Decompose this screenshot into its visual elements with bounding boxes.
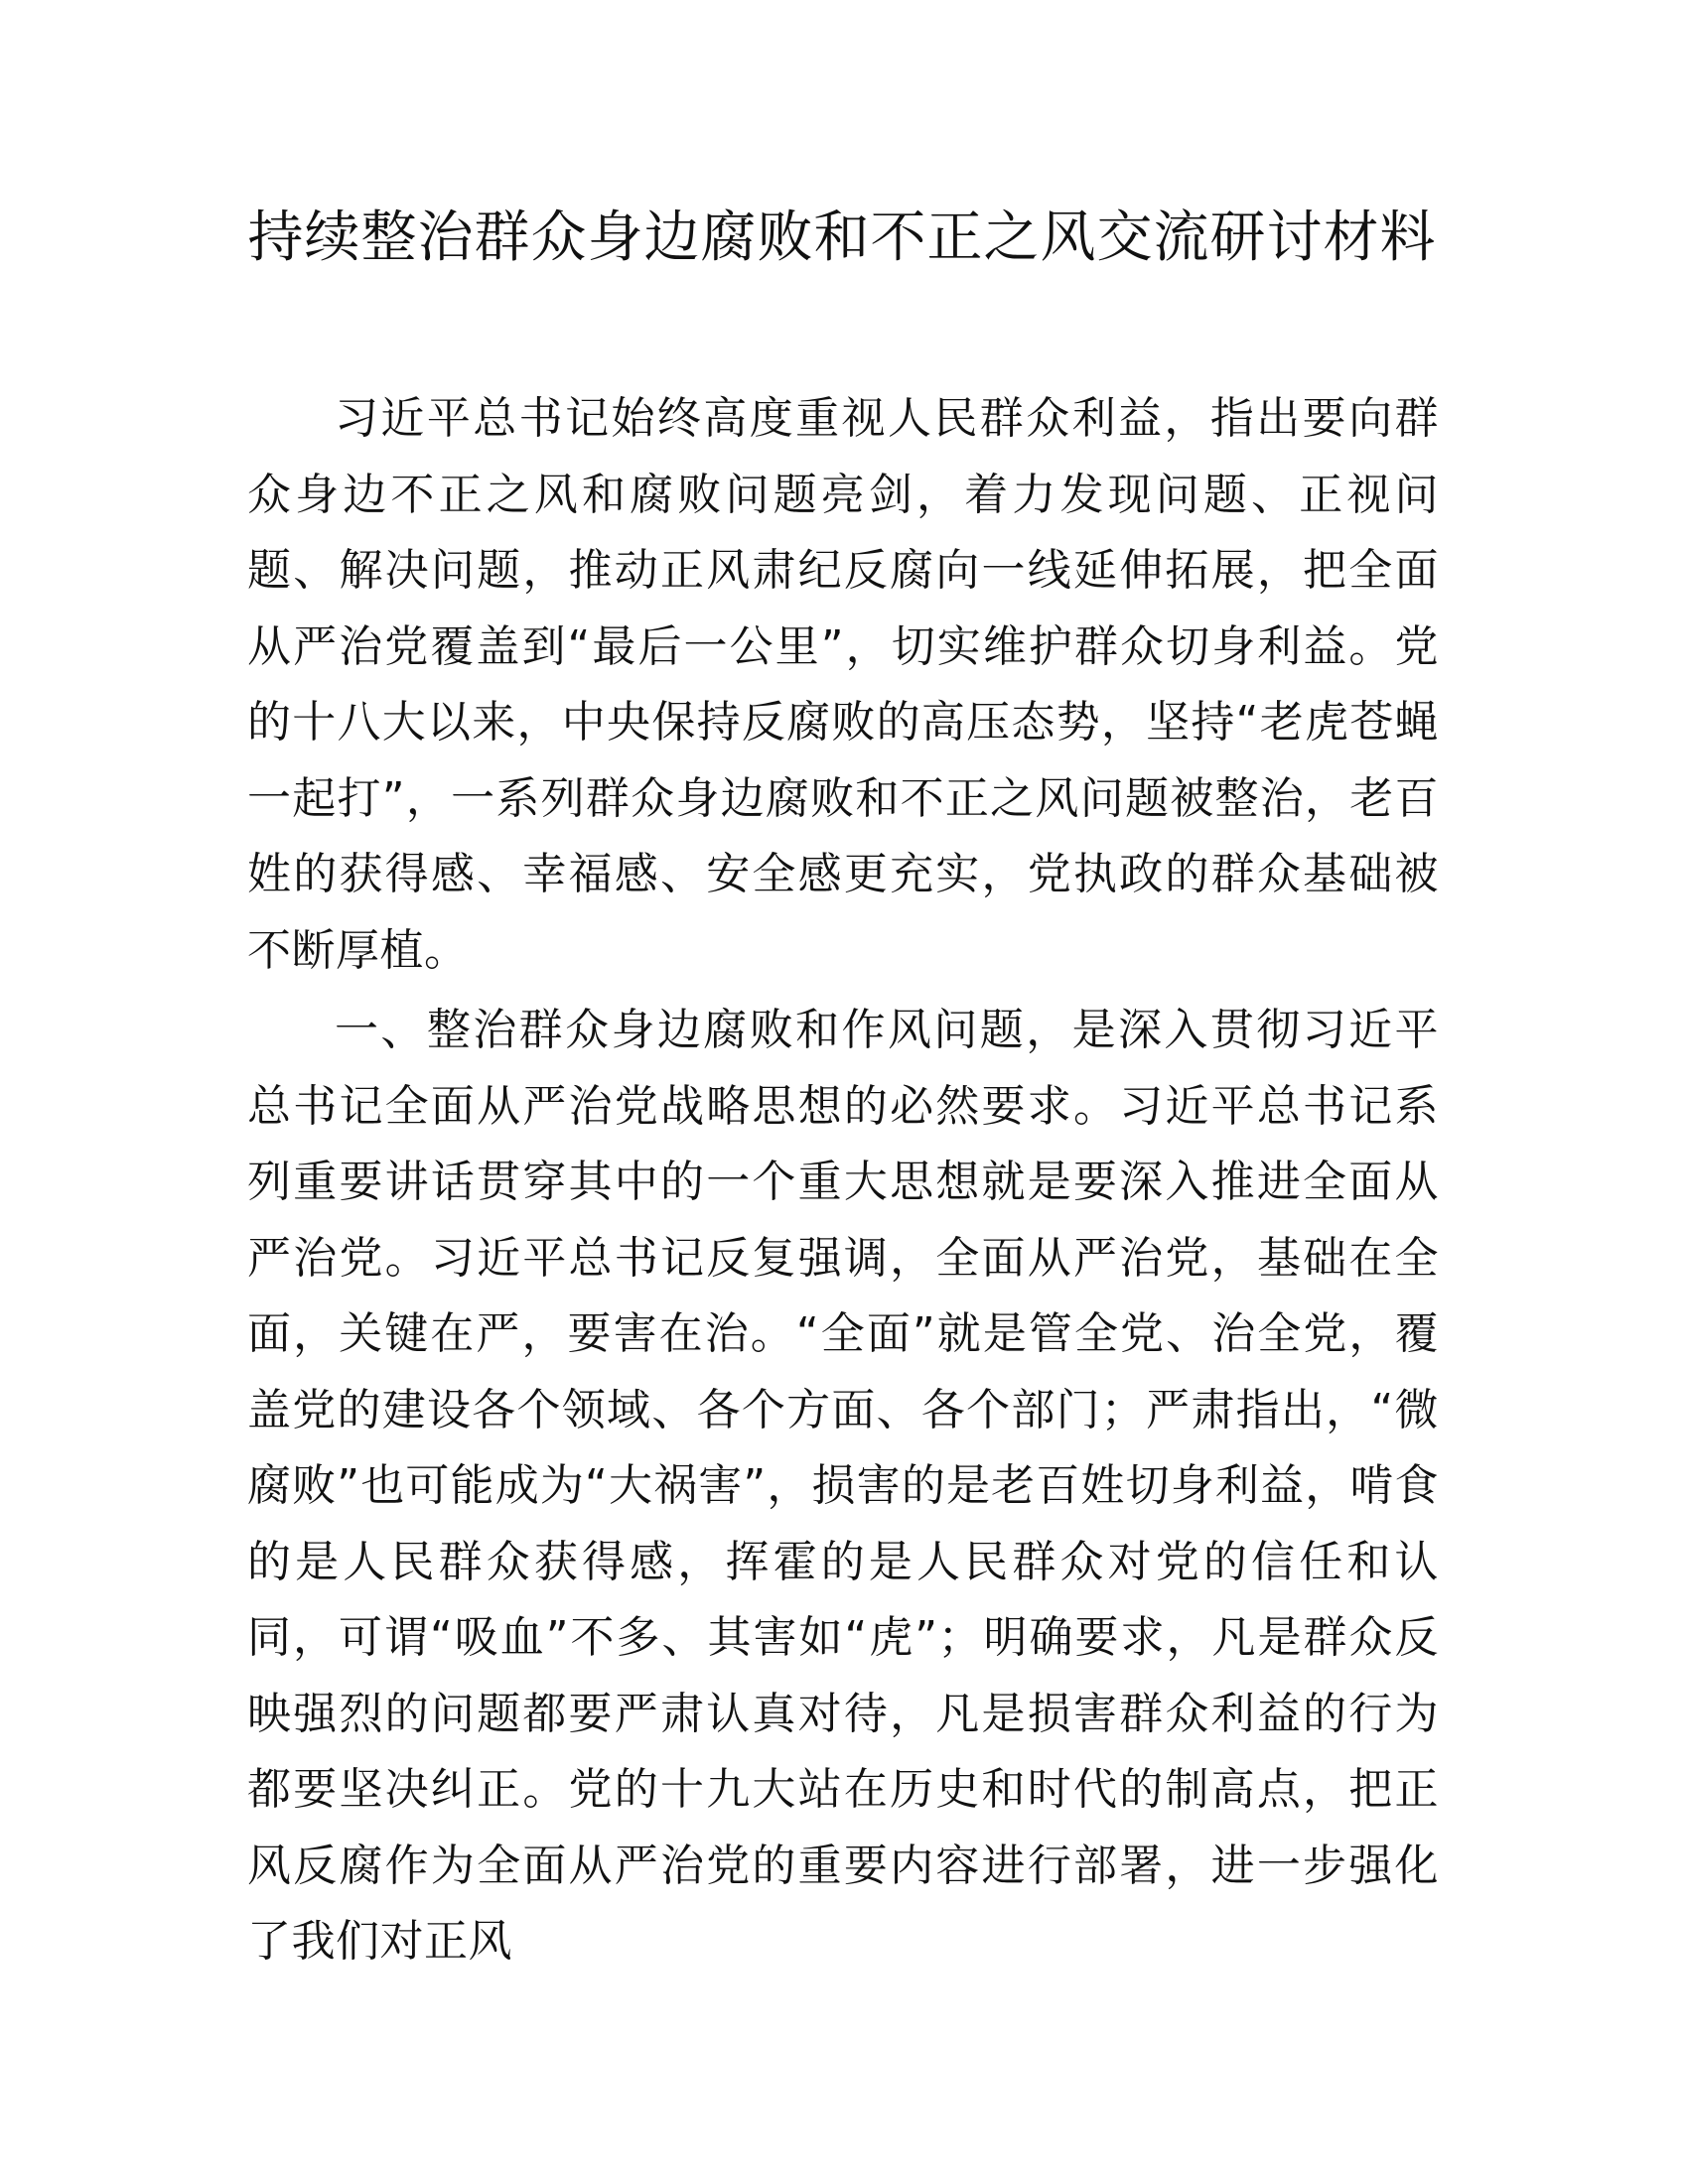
paragraph-intro: 习近平总书记始终高度重视人民群众利益，指出要向群众身边不正之风和腐败问题亮剑，着力发现问题、正视问题、解决问题，推动正风肃纪反腐向一线延伸拓展，把全面从严治党覆盖到“最后一公里”，切实维护群众切身利益。党的十八大以来，中央保持反腐败的高压态势，坚持“老虎苍蝇一起打”，一系列群众身边腐败和不正之风问题被整治，老百姓的获得感、幸福感、安全感更充实，党执政的群众基础被不断厚植。 bbox=[247, 393, 1439, 976]
paragraph-section-one: 一、整治群众身边腐败和作风问题，是深入贯彻习近平总书记全面从严治党战略思想的必然要求。习近平总书记系列重要讲话贯穿其中的一个重大思想就是要深入推进全面从严治党。习近平总书记反复强调，全面从严治党，基础在全面，关键在严，要害在治。“全面”就是管全党、治全党，覆盖党的建设各个领域、各个方面、各个部门；严肃指出，“微腐败”也可能成为“大祸害”，损害的是老百姓切身利益，啃食的是人民群众获得感，挥霍的是人民群众对党的信任和认同，可谓“吸血”不多、其害如“虎”；明确要求，凡是群众反映强烈的问题都要严肃认真对待，凡是损害群众利益的行为都要坚决纠正。党的十九大站在历史和时代的制高点，把正风反腐作为全面从严治党的重要内容进行部署，进一步强化了我们对正风 bbox=[247, 1005, 1439, 1967]
document-title: 持续整治群众身边腐败和不正之风交流研讨材料 bbox=[247, 205, 1437, 270]
